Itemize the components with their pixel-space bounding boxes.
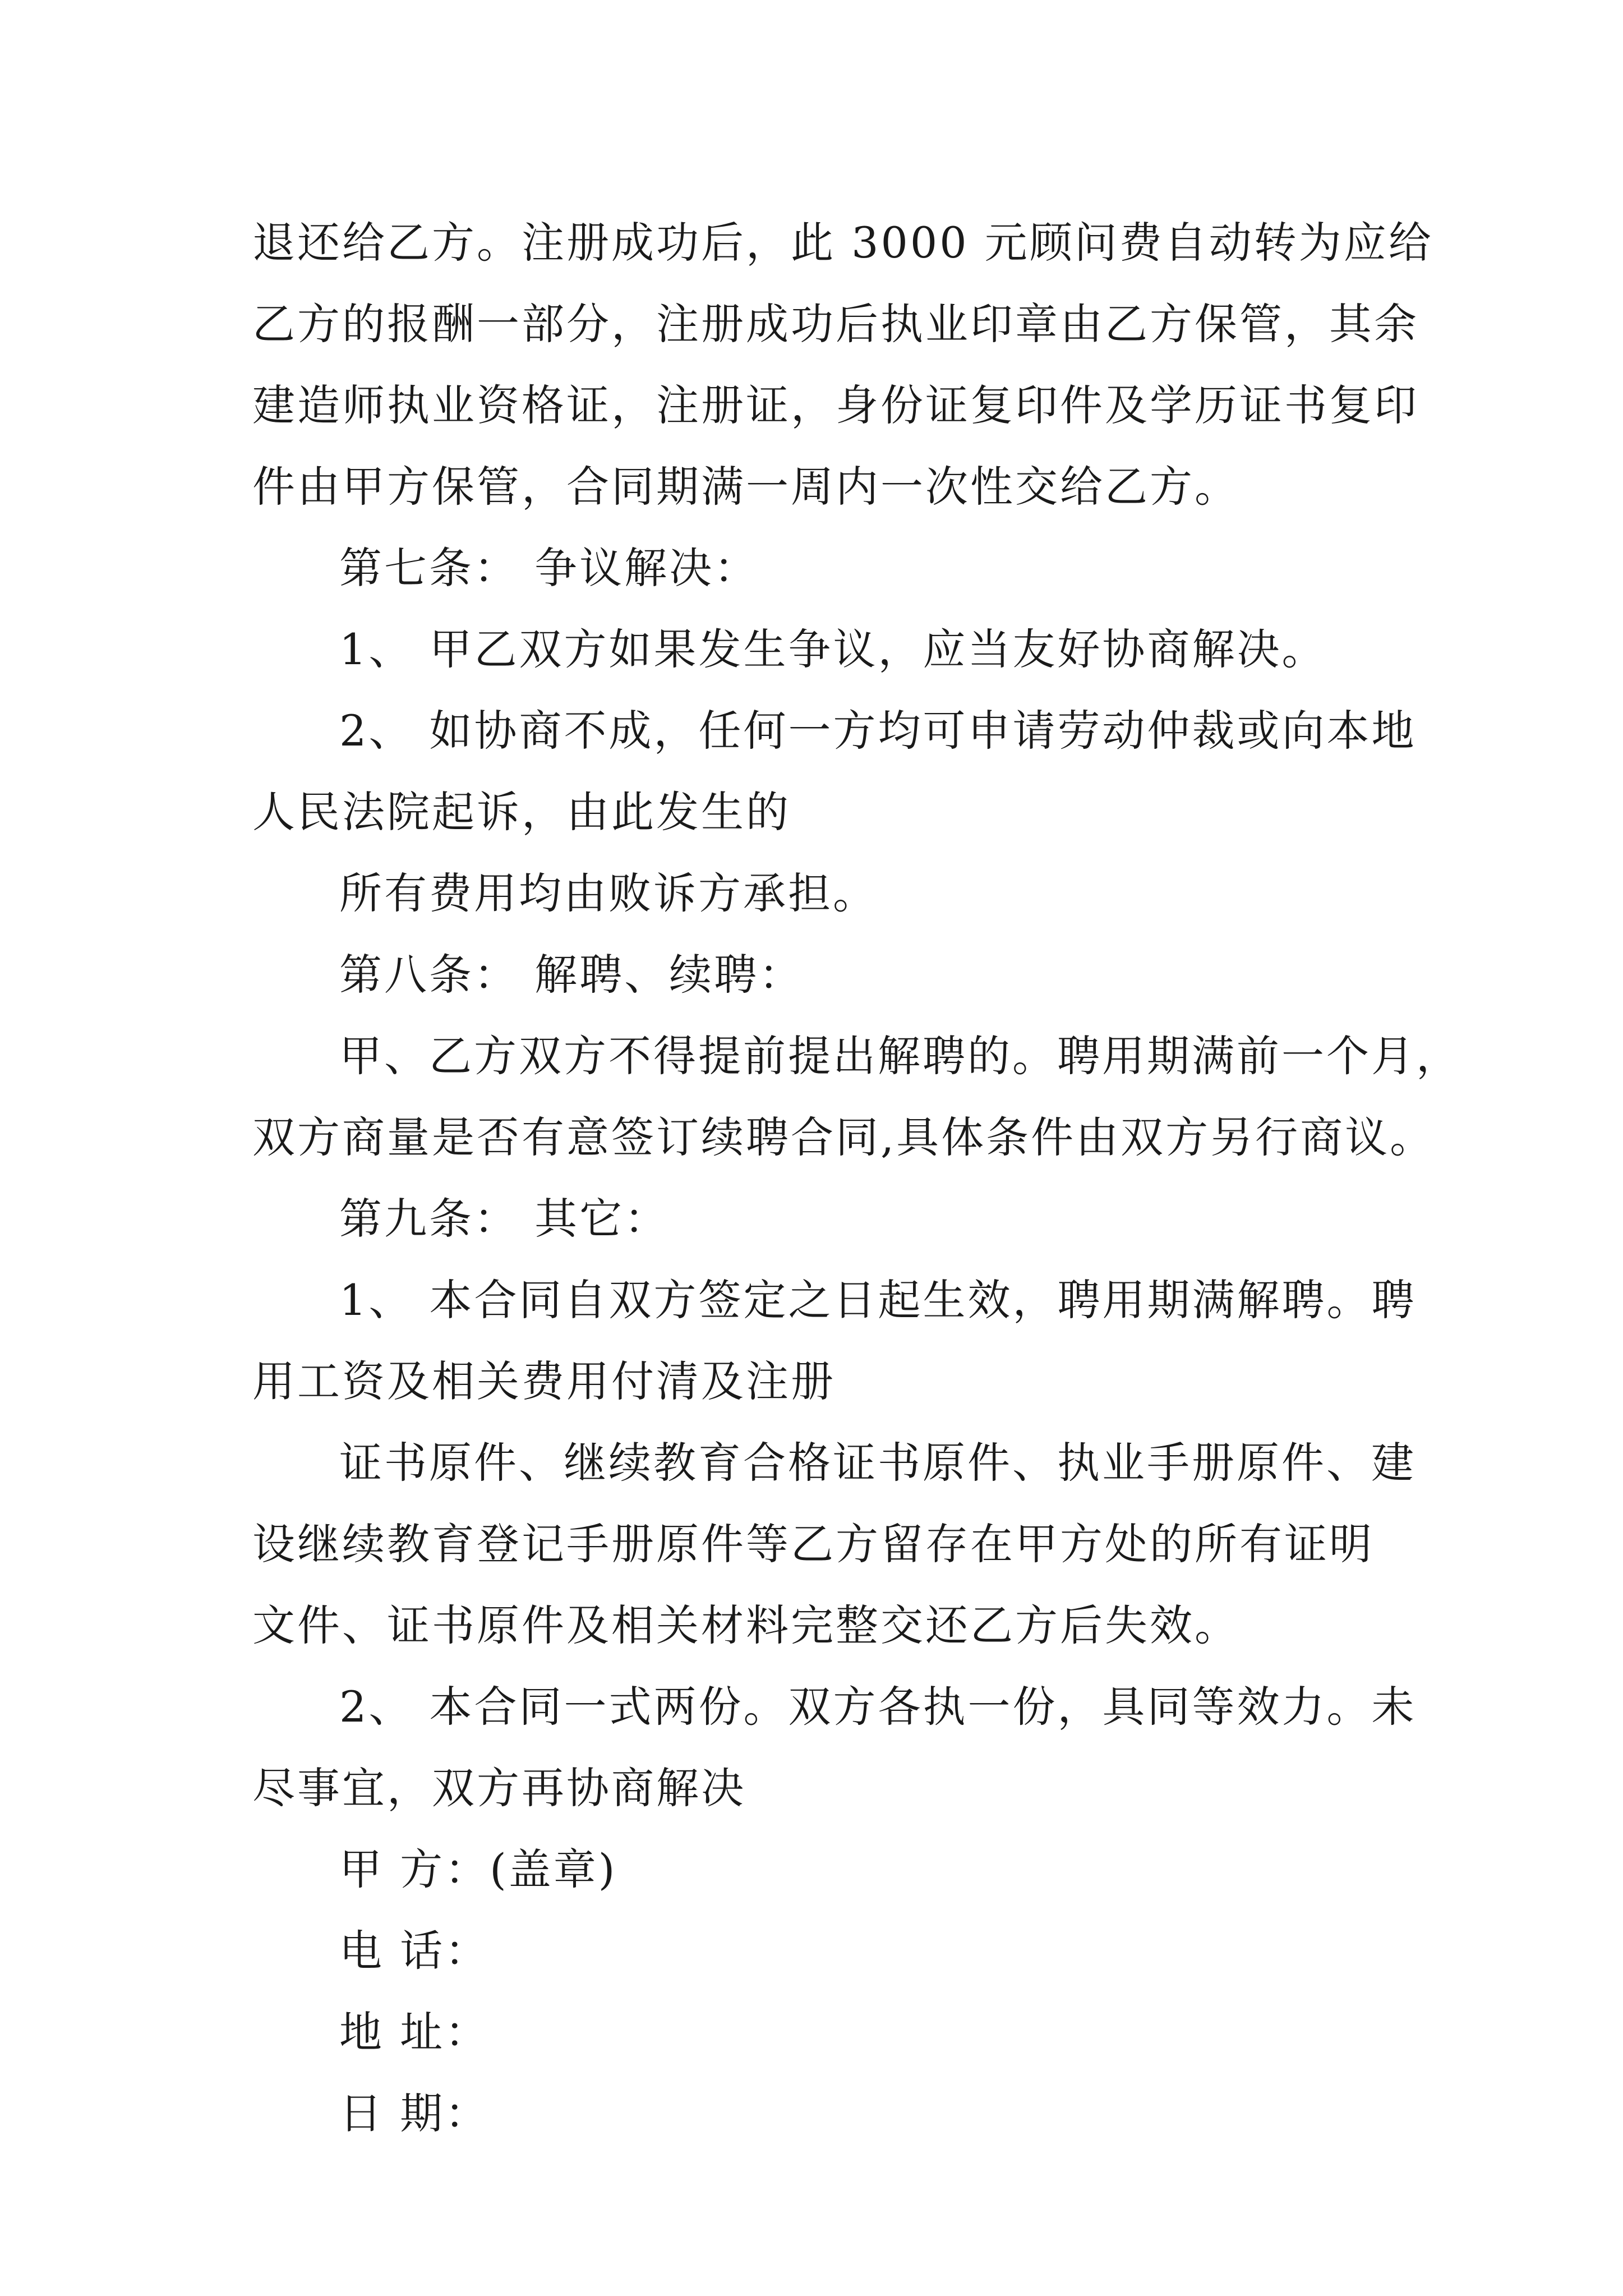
text-line: 双方商量是否有意签订续聘合同,具体条件由双方另行商议。 [252,1112,1435,1162]
text-line: 甲、乙方双方不得提前提出解聘的。聘用期满前一个月， [339,1031,1461,1081]
text-line: 设继续教育登记手册原件等乙方留存在甲方处的所有证明 [252,1519,1374,1569]
section-heading-7: 第七条： 争议解决： [339,543,759,593]
text-line: 用工资及相关费用付清及注册 [252,1356,836,1406]
text-line: 建造师执业资格证，注册证，身份证复印件及学历证书复印 [252,380,1419,430]
text-line: 尽事宜，双方再协商解决 [252,1763,746,1813]
contract-text [252,202,1461,2154]
signature-date: 日 期： [339,2088,490,2138]
text-line: 2、 如协商不成，任何一方均可申请劳动仲裁或向本地 [339,706,1417,756]
signature-party-a: 甲 方：(盖章) [339,1844,617,1894]
section-heading-9: 第九条： 其它： [339,1194,670,1244]
signature-phone: 电 话： [339,1926,490,1976]
section-heading-8: 第八条： 解聘、续聘： [339,950,804,1000]
text-line: 2、 本合同一式两份。双方各执一份，具同等效力。未 [339,1682,1417,1732]
text-line: 1、 甲乙双方如果发生争议，应当友好协商解决。 [339,624,1327,674]
text-line: 所有费用均由败诉方承担。 [339,868,878,918]
text-line: 文件、证书原件及相关材料完整交还乙方后失效。 [252,1600,1239,1650]
text-line: 件由甲方保管，合同期满一周内一次性交给乙方。 [252,462,1239,512]
text-line: 1、 本合同自双方签定之日起生效，聘用期满解聘。聘 [339,1275,1417,1325]
text-line: 人民法院起诉，由此发生的 [252,787,791,837]
text-line: 乙方的报酬一部分，注册成功后执业印章由乙方保管，其余 [252,299,1419,349]
signature-address: 地 址： [339,2007,490,2057]
text-line: 退还给乙方。注册成功后，此 3000 元顾问费自动转为应给 [252,218,1433,268]
text-line: 证书原件、继续教育合格证书原件、执业手册原件、建 [339,1438,1416,1488]
